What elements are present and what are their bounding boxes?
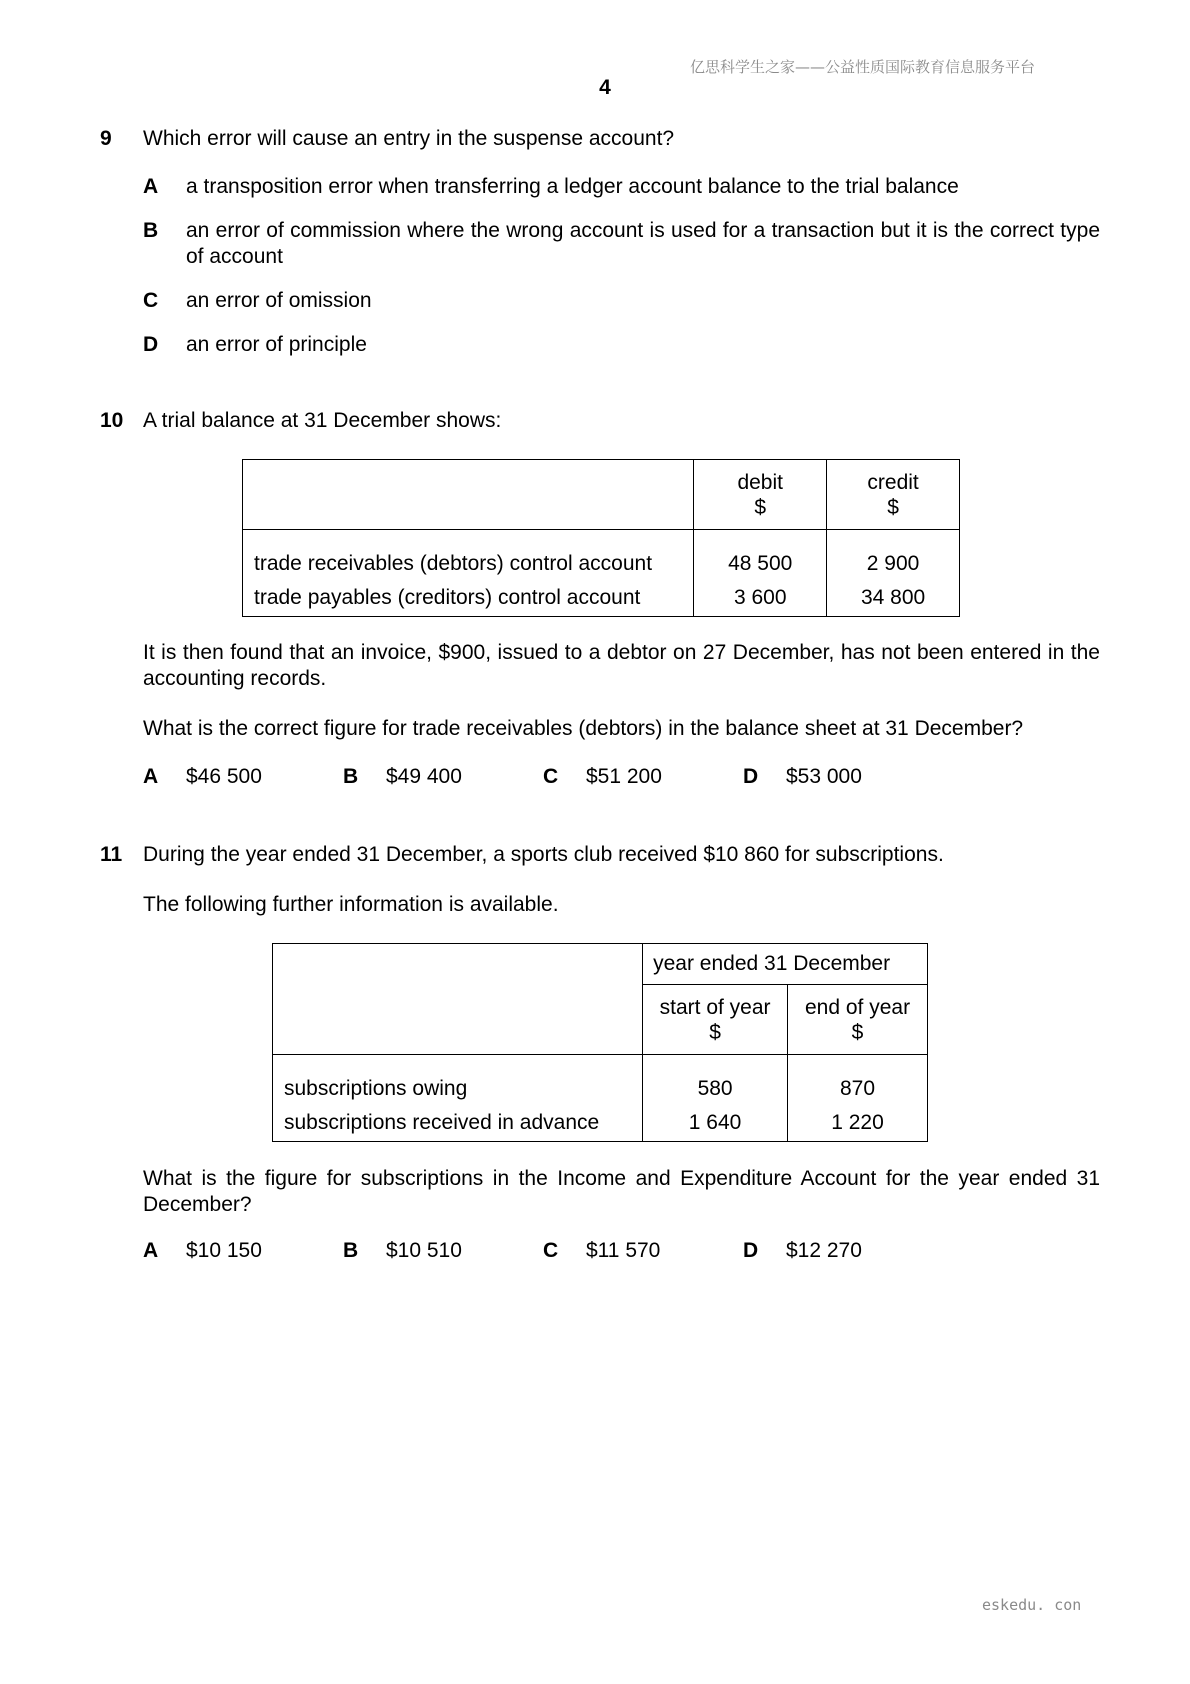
page-number: 4 (599, 76, 611, 99)
option-letter: C (543, 1239, 559, 1262)
option-text: $51 200 (586, 765, 662, 788)
question-text: A trial balance at 31 December shows: (143, 409, 502, 432)
option-letter: A (143, 765, 159, 788)
watermark-footer: eskedu. con (982, 1596, 1082, 1614)
option-letter: A (143, 1239, 159, 1262)
option-text: $10 510 (386, 1239, 462, 1262)
option-letter: B (343, 765, 359, 788)
option-letter: C (143, 289, 159, 312)
header-credit (827, 460, 960, 530)
header-end-of-year (788, 985, 928, 1055)
option-text: an error of commission where the wrong account is used for a transaction but it is the correct type of account (186, 219, 1100, 268)
header-empty-cell (273, 944, 643, 1055)
subscriptions-table (272, 943, 928, 1142)
question-text: During the year ended 31 December, a sports club received $10 860 for subscriptions. (143, 843, 944, 866)
option-letter: B (343, 1239, 359, 1262)
option-letter: B (143, 219, 159, 242)
table-header-row (243, 460, 960, 530)
option-text: $53 000 (786, 765, 862, 788)
option-text: an error of principle (186, 333, 367, 356)
question-number: 11 (100, 843, 123, 866)
credit-value: 34 800 (827, 580, 960, 617)
trial-balance-table (242, 459, 960, 617)
header-unit: $ (851, 1021, 864, 1044)
option-text: $49 400 (386, 765, 462, 788)
header-label: start of year (659, 996, 771, 1019)
header-debit (694, 460, 827, 530)
info-text: The following further information is available. (143, 893, 559, 916)
credit-value: 2 900 (827, 530, 960, 580)
option-text: a transposition error when transferring a ledger account balance to the trial balance (186, 175, 959, 198)
option-letter: A (143, 175, 159, 198)
header-unit: $ (754, 496, 767, 519)
header-unit: $ (709, 1021, 721, 1044)
header-label: credit (867, 471, 919, 494)
end-value: 870 (788, 1055, 928, 1105)
option-text: $11 570 (586, 1239, 661, 1262)
question-text: Which error will cause an entry in the suspense account? (143, 127, 675, 150)
group-header: year ended 31 December (643, 944, 928, 985)
option-text: $12 270 (786, 1239, 862, 1262)
option-letter: D (743, 1239, 759, 1262)
option-text: $46 500 (186, 765, 262, 788)
table-group-header-row (273, 944, 928, 985)
header-label: end of year (804, 996, 911, 1019)
option-letter: C (543, 765, 559, 788)
info-text: It is then found that an invoice, $900, issued to a debtor on 27 December, has not been entered in the accounting records. (143, 641, 1100, 690)
table-row (273, 1055, 928, 1105)
end-value: 1 220 (788, 1105, 928, 1142)
question-number: 10 (100, 409, 124, 432)
row-label: trade payables (creditors) control account (243, 580, 694, 617)
row-label: subscriptions owing (273, 1055, 643, 1105)
question-prompt: What is the figure for subscriptions in the Income and Expenditure Account for the year ended 31 December? (143, 1167, 1100, 1216)
option-text: $10 150 (186, 1239, 262, 1262)
question-prompt: What is the correct figure for trade receivables (debtors) in the balance sheet at 31 December? (143, 717, 1024, 740)
debit-value: 48 500 (694, 530, 827, 580)
option-text: an error of omission (186, 289, 372, 312)
header-start-of-year (643, 985, 788, 1055)
table-row (243, 580, 960, 617)
start-value: 580 (643, 1055, 788, 1105)
table-row (273, 1105, 928, 1142)
question-number: 9 (100, 127, 112, 150)
row-label: subscriptions received in advance (273, 1105, 643, 1142)
row-label: trade receivables (debtors) control account (243, 530, 694, 580)
debit-value: 3 600 (694, 580, 827, 617)
watermark-header: 亿思科学生之家——公益性质国际教育信息服务平台 (690, 58, 1036, 76)
option-letter: D (143, 333, 159, 356)
header-empty-cell (243, 460, 694, 530)
header-label: debit (737, 471, 783, 494)
header-unit: $ (887, 496, 899, 519)
start-value: 1 640 (643, 1105, 788, 1142)
table-row (243, 530, 960, 580)
option-letter: D (743, 765, 759, 788)
